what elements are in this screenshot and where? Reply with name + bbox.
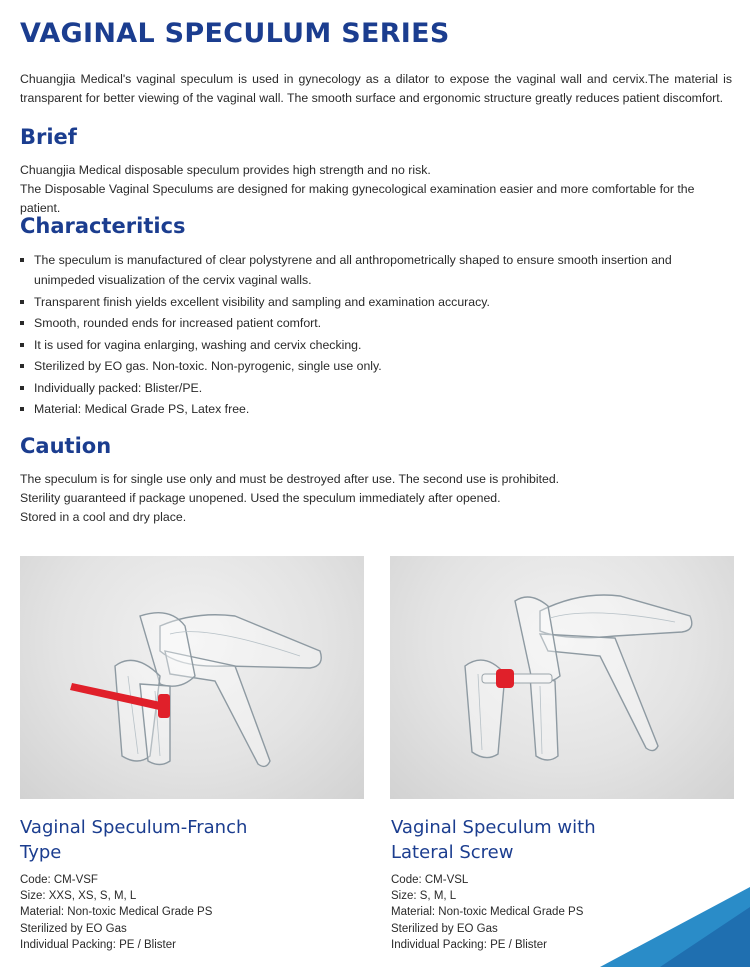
caution-line: The speculum is for single use only and must be destroyed after use. The second use is prohibited. bbox=[20, 472, 560, 486]
product-name-line: Vaginal Speculum with bbox=[391, 817, 596, 838]
spec-line: Code: CM-VSF bbox=[20, 874, 98, 886]
list-item: The speculum is manufactured of clear polystyrene and all anthropometrically shaped to ensure smooth insertion and unimpeded visualization of the cervix vaginal walls. bbox=[20, 250, 732, 290]
product-name-lateral-screw bbox=[391, 815, 691, 865]
spec-line: Sterilized by EO Gas bbox=[391, 922, 498, 935]
caution-text bbox=[20, 470, 735, 527]
list-item: Smooth, rounded ends for increased patient comfort. bbox=[20, 313, 732, 333]
caution-line: Stored in a cool and dry place. bbox=[20, 510, 187, 524]
caution-line: Sterility guaranteed if package unopened. Used the speculum immediately after opened. bbox=[20, 491, 501, 505]
product-name-line: Vaginal Speculum-Franch bbox=[20, 817, 248, 838]
spec-line: Size: S, M, L bbox=[391, 890, 457, 903]
product-specs-franch bbox=[20, 872, 212, 953]
spec-line: Material: Non-toxic Medical Grade PS bbox=[20, 906, 213, 919]
list-item: Individually packed: Blister/PE. bbox=[20, 378, 732, 398]
spec-line: Sterilized by EO Gas bbox=[20, 922, 127, 935]
speculum-franch-image bbox=[20, 556, 364, 799]
brief-line: The Disposable Vaginal Speculums are designed for making gynecological examination easier and more comfortable for the patient. bbox=[20, 182, 695, 215]
list-item: Transparent finish yields excellent visibility and sampling and examination accuracy. bbox=[20, 292, 732, 312]
brief-line: Chuangjia Medical disposable speculum provides high strength and no risk. bbox=[20, 163, 431, 177]
product-photo-lateral-screw bbox=[390, 556, 734, 799]
list-item: Sterilized by EO gas. Non-toxic. Non-pyrogenic, single use only. bbox=[20, 356, 732, 376]
corner-decoration bbox=[480, 887, 750, 967]
product-name-franch bbox=[20, 815, 320, 865]
characteristics-heading: Characteritics bbox=[20, 214, 186, 238]
spec-line: Individual Packing: PE / Blister bbox=[20, 938, 176, 951]
characteristics-list bbox=[20, 250, 732, 421]
spec-line: Size: XXS, XS, S, M, L bbox=[20, 890, 137, 903]
caution-heading: Caution bbox=[20, 434, 112, 458]
speculum-lateral-screw-image bbox=[390, 556, 734, 799]
intro-paragraph: Chuangjia Medical's vaginal speculum is used in gynecology as a dilator to expose the vaginal wall and cervix.The material is transparent for better viewing of the vaginal wall. The smooth surface and ergonomic structure greatly reduces patient discomfort. bbox=[20, 72, 732, 105]
spec-line: Individual Packing: PE / Blister bbox=[391, 938, 547, 951]
list-item: Material: Medical Grade PS, Latex free. bbox=[20, 399, 732, 419]
spec-line: Code: CM-VSL bbox=[391, 874, 469, 886]
product-name-line: Type bbox=[20, 842, 62, 863]
list-item: It is used for vagina enlarging, washing and cervix checking. bbox=[20, 335, 732, 355]
product-name-line: Lateral Screw bbox=[391, 842, 514, 863]
product-photo-franch bbox=[20, 556, 364, 799]
brief-heading: Brief bbox=[20, 125, 77, 149]
page-title: VAGINAL SPECULUM SERIES bbox=[20, 18, 450, 49]
spec-line: Material: Non-toxic Medical Grade PS bbox=[391, 906, 584, 919]
brief-text bbox=[20, 161, 735, 218]
